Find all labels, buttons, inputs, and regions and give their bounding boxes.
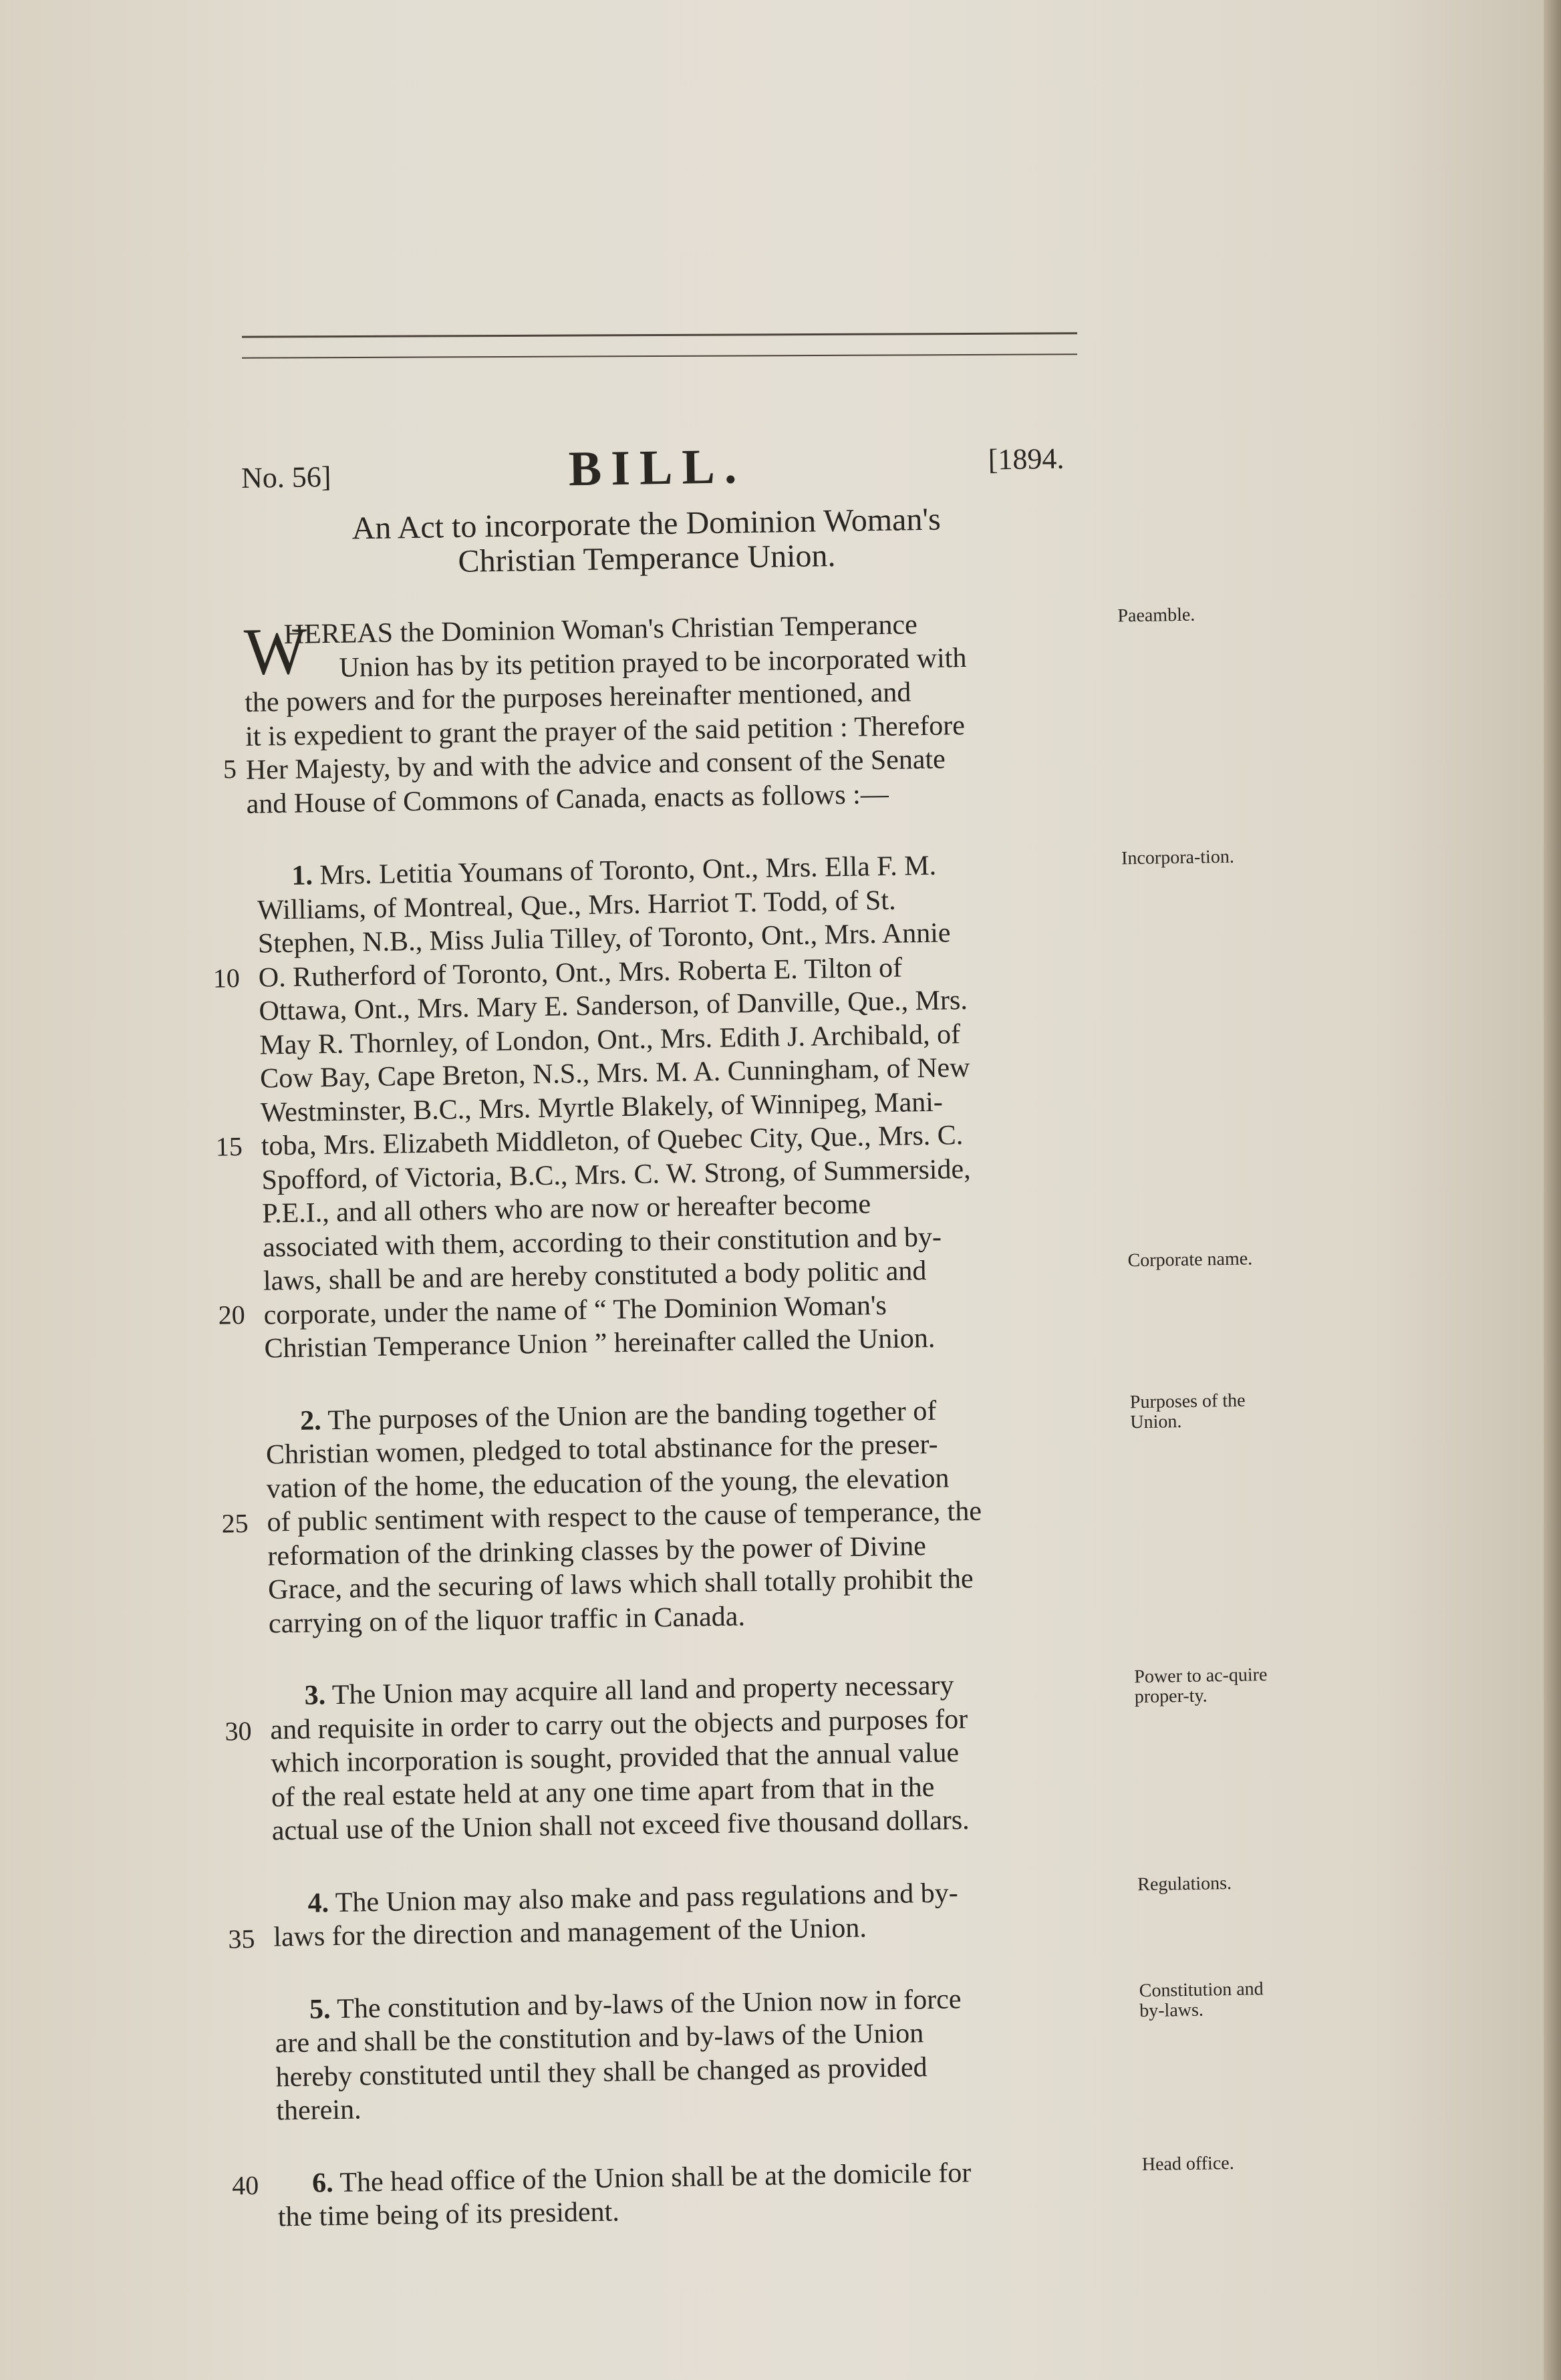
section-line: vation of the home, the education of the young, the elevation	[266, 1463, 950, 1505]
line-number: 10	[212, 963, 241, 994]
section-line: and requisite in order to carry out the objects and purposes for	[270, 1703, 968, 1746]
section-line: Westminster, B.C., Mrs. Myrtle Blakely, of Winnipeg, Mani-	[260, 1086, 944, 1129]
section-line: corporate, under the name of “ The Dominion Woman's	[263, 1290, 887, 1331]
line-number: 40	[231, 2170, 259, 2201]
section-number: 4.	[307, 1887, 329, 1919]
section-line: therein.	[276, 2094, 362, 2127]
act-title	[242, 500, 1111, 583]
section-5	[265, 1978, 1264, 2128]
line-number: 30	[225, 1715, 252, 1747]
section-6	[231, 2152, 1234, 2234]
section-line: reformation of the drinking classes by the power of Divine	[267, 1530, 927, 1572]
section-line: toba, Mrs. Elizabeth Middleton, of Quebec City, Que., Mrs. C.	[261, 1120, 964, 1162]
margin-note-preamble: Paeamble.	[1117, 604, 1195, 627]
section-2	[221, 1390, 1246, 1641]
preamble-line: HEREAS the Dominion Woman's Christian Temperance	[283, 609, 918, 651]
section-line: O. Rutherford of Toronto, Ont., Mrs. Roberta E. Tilton of	[258, 952, 903, 994]
preamble-line: it is expedient to grant the prayer of the said petition : Therefore	[245, 710, 966, 752]
section-line: the time being of its president.	[277, 2196, 620, 2233]
section-line: 6. The head office of the Union shall be at the domicile for	[311, 2157, 972, 2199]
section-number: 1.	[291, 860, 313, 891]
section-line: P.E.I., and all others who are now or hereafter become	[261, 1189, 871, 1229]
section-line: carrying on of the liquor traffic in Canada.	[268, 1600, 746, 1640]
section-1	[212, 846, 1253, 1366]
section-number: 5.	[309, 1993, 331, 2025]
preamble-line: Her Majesty, by and with the advice and consent of the Senate	[245, 744, 946, 786]
act-title-line-2: Christian Temperance Union.	[458, 538, 836, 579]
section-line: laws, shall be and are hereby constituted a body politic and	[263, 1255, 927, 1297]
line-number: 35	[228, 1923, 255, 1954]
line-number: 25	[221, 1507, 249, 1539]
section-line: 2. The purposes of the Union are the banding together of	[299, 1395, 937, 1437]
bill-year: [1894.	[988, 442, 1065, 476]
preamble	[223, 604, 1195, 821]
preamble-drop-cap: W	[243, 613, 308, 689]
margin-note-purposes: Purposes of the Union.	[1129, 1390, 1246, 1433]
section-line: May R. Thornley, of London, Ont., Mrs. Edith J. Archibald, of	[259, 1018, 961, 1061]
section-line: 1. Mrs. Letitia Youmans of Toronto, Ont., Mrs. Ella F. M.	[291, 850, 937, 891]
section-line: Christian Temperance Union ” hereinafter called the Union.	[264, 1322, 936, 1364]
section-line: 3. The Union may acquire all land and property necessary	[304, 1670, 954, 1711]
bill-content	[212, 421, 1268, 2274]
section-4	[228, 1872, 1232, 1954]
preamble-line: and House of Commons of Canada, enacts as follows :—	[246, 778, 889, 820]
section-line: associated with them, according to their constitution and by-	[262, 1221, 942, 1263]
section-line: Williams, of Montreal, Que., Mrs. Harriot T. Todd, of St.	[257, 885, 896, 926]
section-line: Ottawa, Ont., Mrs. Mary E. Sanderson, of Danville, Que., Mrs.	[259, 985, 968, 1027]
section-line: laws for the direction and management of the Union.	[273, 1912, 867, 1953]
top-rule	[242, 332, 1077, 337]
top-rule-secondary	[242, 353, 1077, 358]
section-line: are and shall be the constitution and by-laws of the Union	[275, 2018, 924, 2059]
section-line: Grace, and the securing of laws which shall totally prohibit the	[267, 1563, 974, 1606]
line-number: 20	[218, 1300, 246, 1330]
section-line: actual use of the Union shall not exceed five thousand dollars.	[271, 1805, 970, 1847]
line-number: 5	[223, 754, 237, 784]
preamble-line: Union has by its petition prayed to be incorporated with	[339, 642, 967, 684]
section-line: Christian women, pledged to total abstinance for the preser-	[265, 1429, 938, 1471]
section-line: hereby constituted until they shall be changed as provided	[275, 2051, 928, 2093]
margin-note-corporate-name: Corporate name.	[1127, 1248, 1253, 1272]
section-line: which incorporation is sought, provided that the annual value	[270, 1737, 960, 1779]
section-line: 5. The constitution and by-laws of the Union now in force	[309, 1983, 962, 2025]
line-number: 15	[215, 1131, 243, 1162]
preamble-line: the powers and for the purposes hereinafter mentioned, and	[244, 677, 911, 718]
bill-number: No. 56]	[241, 460, 331, 494]
section-number: 3.	[304, 1680, 326, 1711]
section-line: Stephen, N.B., Miss Julia Tilley, of Toronto, Ont., Mrs. Annie	[257, 917, 951, 959]
act-title-line-1: An Act to incorporate the Dominion Woman's	[351, 501, 942, 547]
section-number: 2.	[299, 1404, 322, 1437]
section-line: Cow Bay, Cape Breton, N.S., Mrs. M. A. Cunningham, of New	[259, 1052, 970, 1094]
margin-note-power-property: Power to ac-quire proper-ty.	[1134, 1664, 1268, 1708]
bill-heading: BILL.	[568, 439, 746, 497]
section-line: of the real estate held at any one time apart from that in the	[271, 1771, 935, 1813]
margin-note-incorporation: Incorpora-tion.	[1121, 846, 1235, 869]
page-spine-shadow	[1544, 0, 1561, 2380]
margin-note-regulations: Regulations.	[1137, 1872, 1232, 1895]
section-number: 6.	[311, 2167, 333, 2199]
section-line: Spofford, of Victoria, B.C., Mrs. C. W. Strong, of Summerside,	[261, 1153, 971, 1196]
margin-note-constitution: Constitution and by-laws.	[1139, 1978, 1264, 2021]
margin-note-head-office: Head office.	[1141, 2152, 1234, 2175]
section-3	[225, 1664, 1268, 1848]
section-line: 4. The Union may also make and pass regulations and by-	[307, 1877, 958, 1919]
section-line: of public sentiment with respect to the cause of temperance, the	[267, 1495, 982, 1538]
bill-header	[241, 421, 1111, 508]
